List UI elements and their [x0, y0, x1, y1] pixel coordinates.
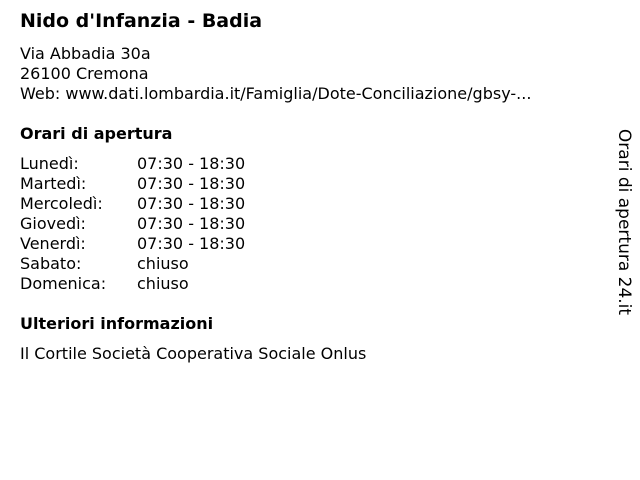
- hours-row-tuesday: [20, 174, 245, 194]
- hours-value: chiuso: [137, 274, 189, 293]
- hours-value: 07:30 - 18:30: [137, 174, 246, 193]
- hours-value: 07:30 - 18:30: [137, 234, 246, 253]
- hours-row-saturday: [20, 254, 245, 274]
- site-watermark: Orari di apertura 24.it: [614, 128, 634, 316]
- hours-value: 07:30 - 18:30: [137, 154, 246, 173]
- street-address: Via Abbadia 30a: [20, 44, 151, 63]
- hours-value: chiuso: [137, 254, 189, 273]
- opening-hours-heading: Orari di apertura: [20, 124, 173, 143]
- city-postcode: 26100 Cremona: [20, 64, 149, 83]
- further-info-heading: Ulteriori informazioni: [20, 314, 214, 333]
- day-label: Sabato:: [20, 254, 82, 273]
- opening-hours-table: [20, 154, 245, 294]
- further-info-text: Il Cortile Società Cooperativa Sociale Onlus: [20, 344, 367, 363]
- page-title: Nido d'Infanzia - Badia: [20, 10, 263, 32]
- hours-value: 07:30 - 18:30: [137, 194, 246, 213]
- day-label: Mercoledì:: [20, 194, 103, 213]
- hours-row-sunday: [20, 274, 245, 294]
- address-block: [20, 44, 531, 104]
- day-label: Venerdì:: [20, 234, 86, 253]
- day-label: Domenica:: [20, 274, 107, 293]
- hours-value: 07:30 - 18:30: [137, 214, 246, 233]
- hours-row-monday: [20, 154, 245, 174]
- hours-row-friday: [20, 234, 245, 254]
- hours-row-thursday: [20, 214, 245, 234]
- website-link[interactable]: Web: www.dati.lombardia.it/Famiglia/Dote-Conciliazione/gbsy-...: [20, 84, 532, 103]
- day-label: Giovedì:: [20, 214, 86, 233]
- day-label: Lunedì:: [20, 154, 79, 173]
- hours-row-wednesday: [20, 194, 245, 214]
- day-label: Martedì:: [20, 174, 87, 193]
